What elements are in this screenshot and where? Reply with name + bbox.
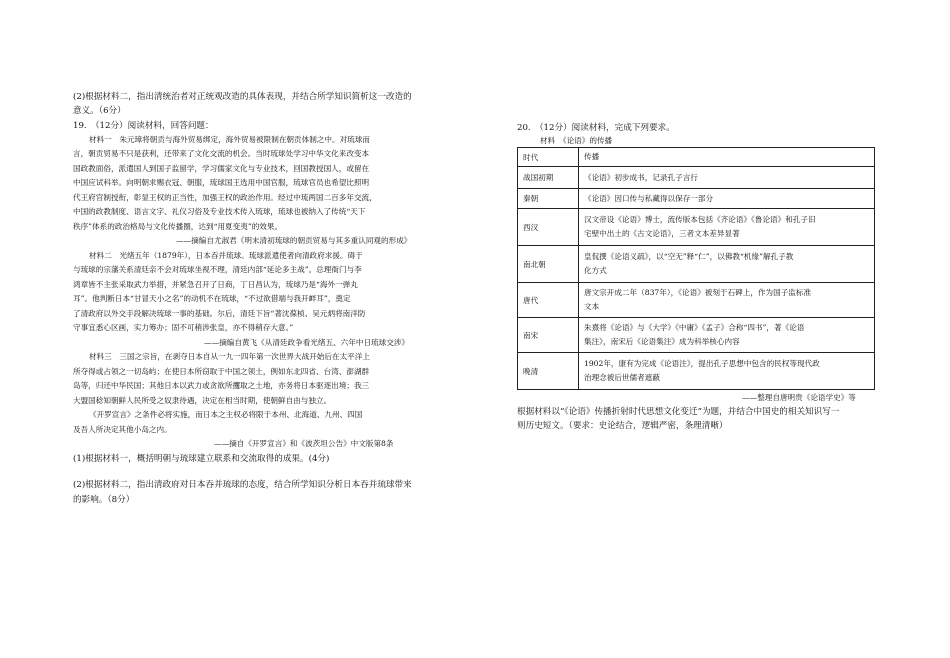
material2-line: 与琉球的宗藩关系清廷亲不会对琉球坐视不理，清廷内部“延论多主战”。总理衙门与李: [73, 265, 362, 274]
table-era-cell: 西汉: [518, 209, 579, 246]
table-text-line: 《论语》初步成书，记录孔子言行: [584, 172, 698, 182]
material1-line: 中国应试科举。向明朝求赐衣冠、朝服，琉球国王选用中国官服，琉球官员也希望比照明: [73, 178, 370, 187]
table-text-line: 唐文宗开成二年（837年），《论语》被刻于石碑上，作为国子监标准: [584, 288, 812, 297]
table-text-line: 1902年，康有为完成《论语注》，提出孔子思想中包含的民权等现代政: [584, 359, 820, 368]
table-text-cell: [579, 246, 875, 283]
material2-line: 耳”。他判断日本“甘冒天小之名”的动机不在琉球，“不过欲借端与我开衅耳”，奠定: [73, 294, 351, 303]
table-row: [518, 209, 875, 246]
material2-line: 材料二 光绪五年（1879年），日本吞并琉球。琉球派遣使者向清政府求援。碍于: [89, 251, 363, 260]
material1-line: 秩序”体系的政治格局与文化传播圈，达到“用夏变夷”的效果。: [73, 222, 283, 231]
table-text-cell: [579, 167, 875, 189]
q20-question-line2: 则历史短文。（要求：史论结合，逻辑严密，条理清晰）: [517, 421, 728, 431]
table-era-cell: 战国初期: [518, 167, 579, 189]
material2-source: ——摘编自黄飞《从清廷政争看光绪五、六年中日琉球交涉》: [204, 338, 410, 347]
material3-line: 材料三 三国之宗旨，在剥夺日本自从一九一四年第一次世界大战开始后在太平洋上: [89, 352, 370, 361]
table-text-line: 朱熹将《论语》与《大学》《中庸》《孟子》合称“四书”，著《论语: [584, 323, 805, 332]
table-era-cell: 唐代: [518, 283, 579, 318]
table-text-line: 汉文帝设《论语》博士，流传版本包括《齐论语》《鲁论语》和孔子旧: [584, 215, 816, 224]
table-row: [518, 283, 875, 318]
material3-source: ——摘自《开罗宣言》和《波茨坦公告》中文版第8条: [214, 439, 394, 448]
table-text-line: 化方式: [584, 266, 607, 275]
table-header-cell: 时代: [518, 148, 579, 167]
table-text-cell: [579, 353, 875, 390]
material3-line: 岛等，归还中华民国；其他日本以武力或贪欲所攫取之土地，亦务将日本驱逐出境；我三: [73, 381, 370, 390]
q20-question-line1: 根据材料以“《论语》传播折射时代思想文化变迁”为题，并结合中国史的相关知识写一: [517, 407, 840, 417]
table-era-cell: 南北朝: [518, 246, 579, 283]
material3-line: 《开罗宣言》之条件必将实施，而日本之主权必将限于本州、北海道、九州、四国: [89, 410, 363, 419]
table-era-cell: 秦朝: [518, 189, 579, 209]
table-text-line: 宅壁中出土的《古文论语》，三者文本差异显著: [584, 229, 740, 238]
material3-line: 及吾人所决定其他小岛之内。: [73, 425, 172, 434]
q20-heading: 20. （12分）阅读材料，完成下列要求。: [517, 123, 675, 133]
material1-line: 代王府官制授衔，彰显王权的正当性，加强王权的政治作用。经过中琉两国二百多年交流，: [73, 193, 377, 202]
material1-line: 言，朝贡贸易不只是获利，还带来了文化交流的机会。当时琉球处学习中华文化来改变本: [73, 149, 370, 158]
material1-line: 中国的政教制度、语言文字、礼仪习俗及专业技术传入琉球，琉球也被纳入了传统“天下: [73, 207, 366, 216]
table-text-cell: [579, 209, 875, 246]
table-text-cell: [579, 318, 875, 353]
lunyu-table: [517, 147, 875, 390]
material2-line: 了清政府以外交手段解决琉球一事的基础。尔后，清廷下旨“著沈葆桢、吴元炳将南洋防: [73, 309, 366, 318]
q18-part2-line1: (2)根据材料二，指出清统治者对正统观改造的具体表现，并结合所学知识简析这一改造的: [73, 92, 412, 102]
table-text-line: 皇侃撰《论语义疏》，以“空无”释“仁”，以佛教“机缘”解孔子教: [584, 252, 794, 261]
q18-part2-line2: 意义。（6分）: [73, 106, 126, 116]
material1-line: 材料一 朱元璋将朝贡与海外贸易绑定，海外贸易被限制在朝贡体制之中。对琉球而: [89, 135, 370, 144]
material1-source: ——摘编自尤淑君《明末清初琉球的朝贡贸易与其多重认同观的形成》: [176, 236, 412, 245]
q19-part1: (1)根据材料一，概括明朝与琉球建立联系和交流取得的成果。(4分): [73, 454, 330, 464]
table-era-cell: 南宋: [518, 318, 579, 353]
material2-line: 鸿章皆不主张采取武力举措，并紧急召开了日商，丁日昌认为，琉球乃是“海外一弹丸: [73, 280, 358, 289]
table-row: [518, 353, 875, 390]
table-text-line: 《论语》因口传与私藏得以保存一部分: [584, 193, 714, 203]
table-text-line: 治理念被后世儒者遮蔽: [584, 373, 660, 382]
q19-part2-line2: 的影响。（8分）: [73, 495, 135, 505]
table-row: [518, 318, 875, 353]
material1-line: 国政教面俗，派遣国人到国子监留学，学习儒家文化与专业技术，回国教授国人，或留在: [73, 164, 370, 173]
table-caption: 材料 《论语》的传播: [540, 136, 613, 145]
table-header-row: [518, 148, 875, 167]
material3-line: 所夺得或占领之一切岛屿；在使日本所窃取于中国之领土，例如东北四省、台湾、澎湖群: [73, 367, 370, 376]
table-era-cell: 晚清: [518, 353, 579, 390]
material2-line: 守事宜悉心区画，实力筹办；固不可稍涉张皇，亦不得稍存大意。”: [73, 323, 294, 332]
table-text-cell: [579, 283, 875, 318]
material3-line: 大盟国稔知朝鲜人民所受之奴隶待遇，决定在相当时期，使朝鲜自由与独立。: [73, 396, 332, 405]
table-row: [518, 189, 875, 209]
table-header-cell: 传播: [579, 148, 875, 167]
table-row: [518, 167, 875, 189]
table-source: ——整理自唐明贵《论语学史》等: [742, 393, 856, 402]
q19-heading: 19. （12分）阅读材料，回答问题：: [73, 121, 214, 131]
table-text-cell: [579, 189, 875, 209]
table-text-line: 集注》，南宋后《论语集注》成为科举核心内容: [584, 337, 740, 346]
q19-part2-line1: (2)根据材料二，指出清政府对日本吞并琉球的态度，结合所学知识分析日本吞并琉球带来: [73, 480, 412, 490]
table-text-line: 文本: [584, 302, 600, 311]
table-row: [518, 246, 875, 283]
